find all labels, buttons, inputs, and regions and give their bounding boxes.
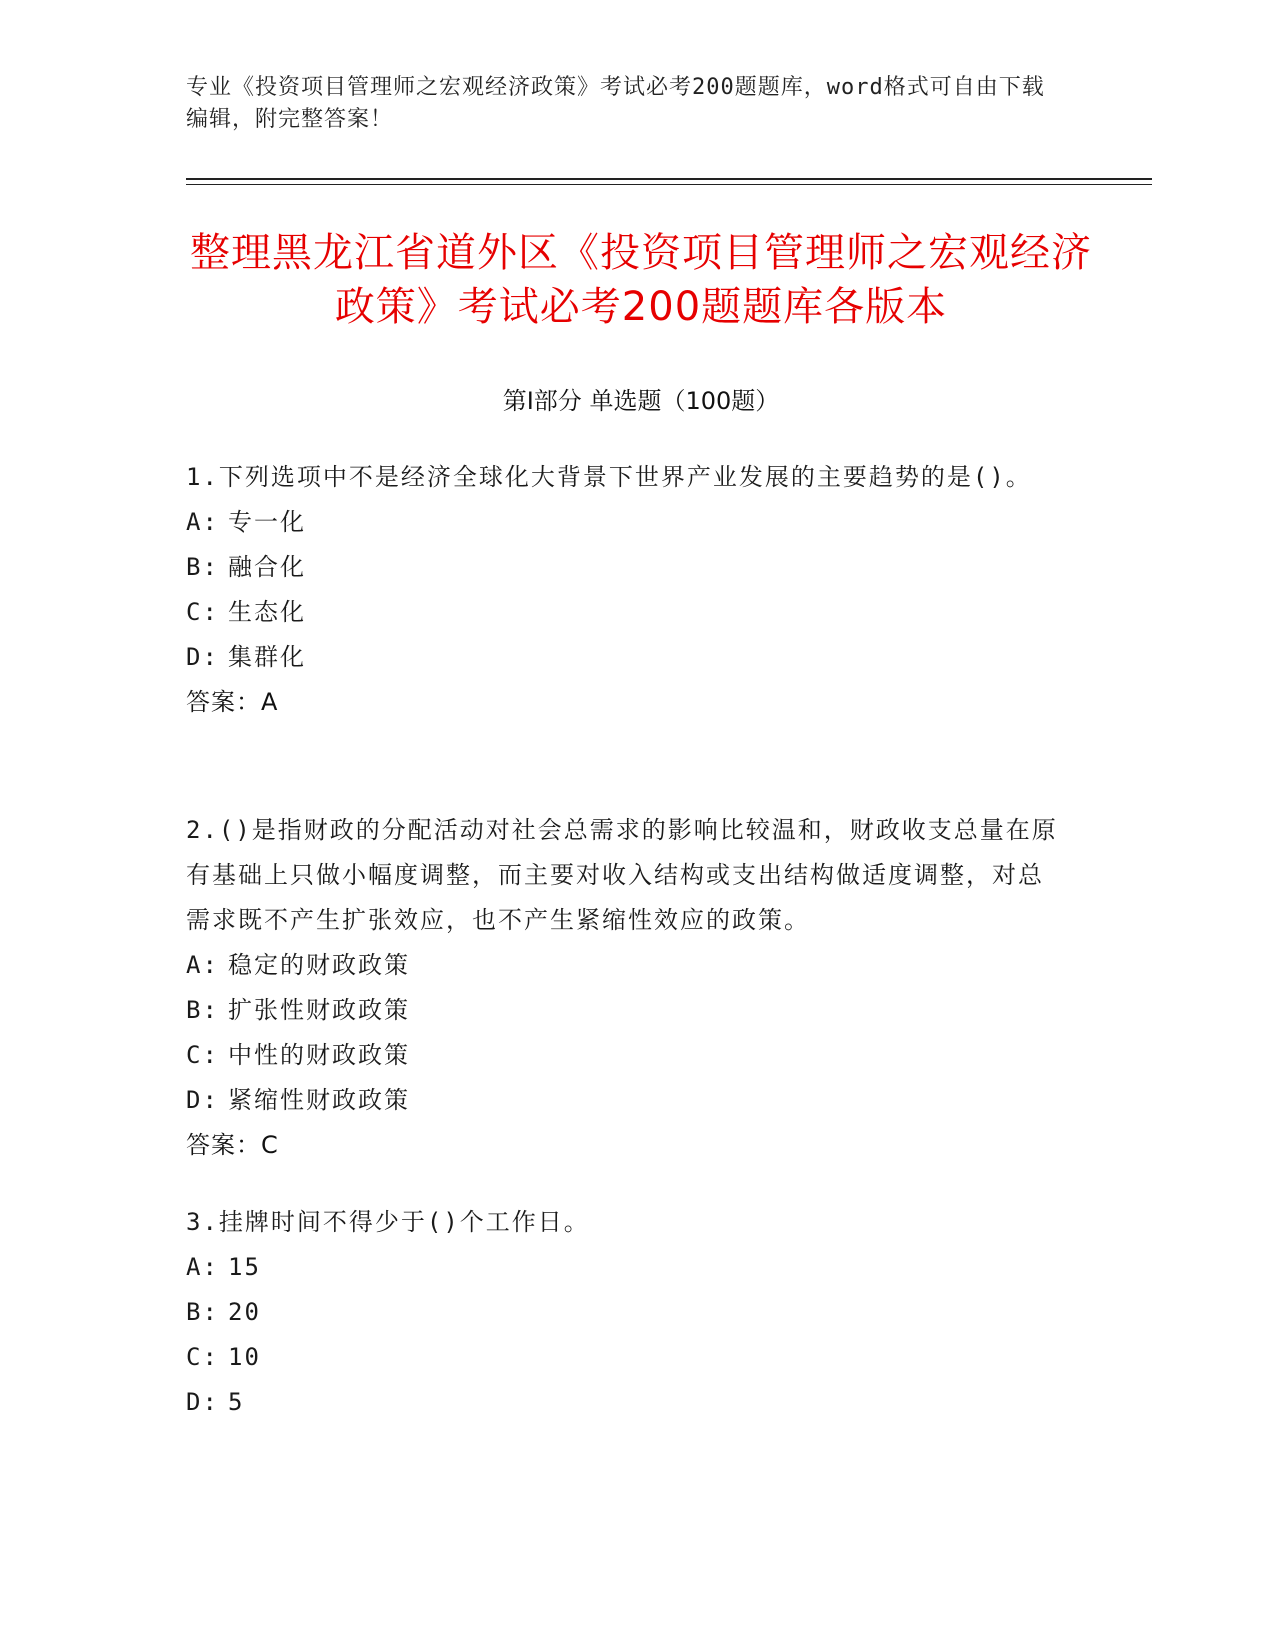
option-text: 15	[228, 1253, 261, 1281]
option-a	[186, 500, 1066, 545]
section-heading: 第Ⅰ部分 单选题（100题）	[502, 387, 780, 415]
header-divider-thick	[186, 178, 1152, 180]
option-letter: B:	[186, 1298, 219, 1326]
answer-line: 答案：C	[186, 1131, 279, 1159]
option-letter: C:	[186, 1343, 219, 1371]
option-b	[186, 545, 1066, 590]
option-letter: B:	[186, 553, 219, 581]
option-text: 生态化	[228, 598, 306, 626]
question-1	[186, 455, 1066, 725]
question-stem: 1.下列选项中不是经济全球化大背景下世界产业发展的主要趋势的是()。	[186, 463, 1032, 491]
option-c	[186, 1033, 1066, 1078]
option-text: 中性的财政政策	[228, 1041, 410, 1069]
option-c	[186, 1335, 1066, 1380]
option-d	[186, 1380, 1066, 1425]
option-text: 集群化	[228, 643, 306, 671]
option-text: 扩张性财政政策	[228, 996, 410, 1024]
question-2	[186, 808, 1066, 1168]
option-b	[186, 1290, 1066, 1335]
option-letter: D:	[186, 1388, 219, 1416]
option-d	[186, 635, 1066, 680]
option-text: 20	[228, 1298, 261, 1326]
question-3	[186, 1200, 1066, 1425]
question-stem: 3.挂牌时间不得少于()个工作日。	[186, 1208, 590, 1236]
document-title: 整理黑龙江省道外区《投资项目管理师之宏观经济政策》考试必考200题题库各版本	[190, 230, 1092, 330]
option-d	[186, 1078, 1066, 1123]
question-stem: 2.()是指财政的分配活动对社会总需求的影响比较温和，财政收支总量在原有基础上只做小幅度调整，而主要对收入结构或支出结构做适度调整，对总需求既不产生扩张效应，也不产生紧缩性效应的政策。	[186, 816, 1058, 934]
option-text: 紧缩性财政政策	[228, 1086, 410, 1114]
option-letter: A:	[186, 951, 219, 979]
option-letter: A:	[186, 1253, 219, 1281]
option-letter: B:	[186, 996, 219, 1024]
header-divider-thin	[186, 184, 1152, 185]
option-text: 融合化	[228, 553, 306, 581]
option-a	[186, 943, 1066, 988]
option-letter: C:	[186, 1041, 219, 1069]
option-text: 5	[228, 1388, 245, 1416]
option-letter: A:	[186, 508, 219, 536]
option-letter: D:	[186, 643, 219, 671]
option-b	[186, 988, 1066, 1033]
option-c	[186, 590, 1066, 635]
option-letter: D:	[186, 1086, 219, 1114]
option-letter: C:	[186, 598, 219, 626]
option-text: 专一化	[228, 508, 306, 536]
option-text: 10	[228, 1343, 261, 1371]
option-a	[186, 1245, 1066, 1290]
option-text: 稳定的财政政策	[228, 951, 410, 979]
answer-line: 答案：A	[186, 688, 279, 716]
header-note: 专业《投资项目管理师之宏观经济政策》考试必考200题题库，word格式可自由下载编辑，附完整答案！	[186, 75, 1045, 132]
